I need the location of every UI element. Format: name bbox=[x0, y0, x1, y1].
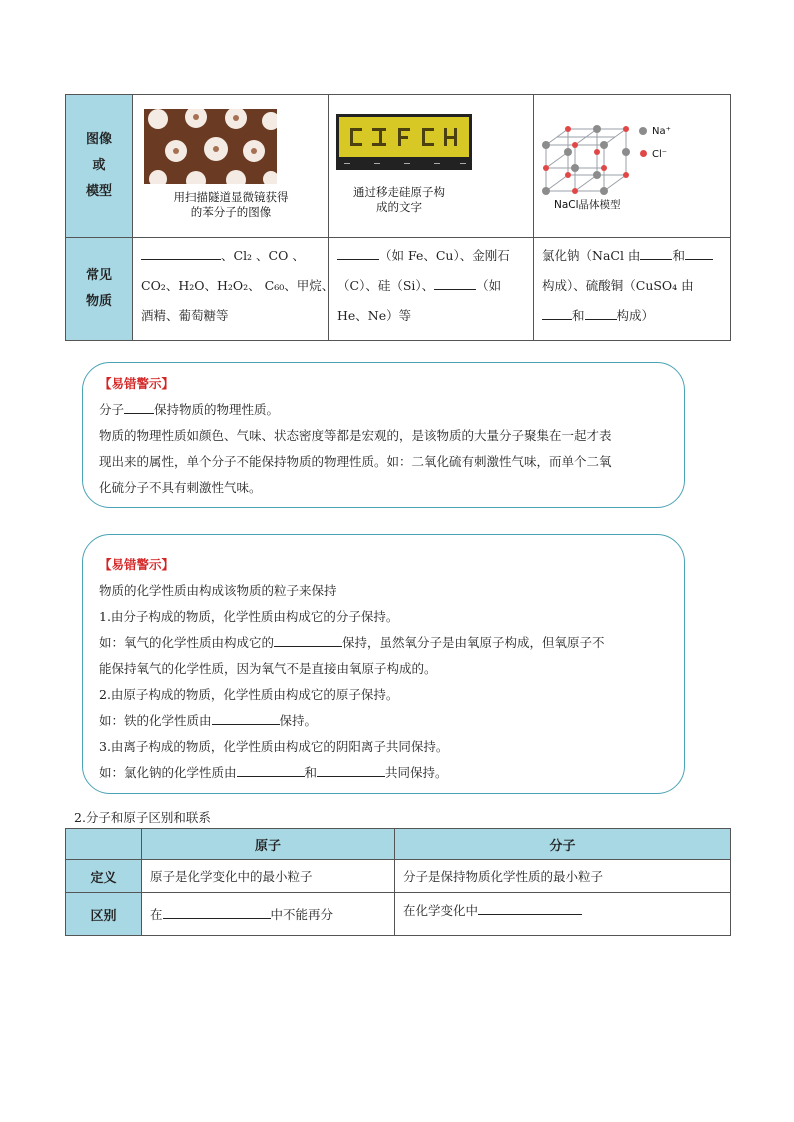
answer-blank[interactable] bbox=[237, 763, 305, 777]
benzene-image-cell bbox=[133, 95, 329, 238]
answer-blank[interactable] bbox=[434, 276, 476, 290]
warning-line: 如：氯化钠的化学性质由 和 共同保持。 bbox=[99, 765, 448, 780]
molecule-definition: 分子是保持物质化学性质的最小粒子 bbox=[395, 860, 731, 893]
header-text: 模型 bbox=[85, 184, 112, 199]
na-legend-label: Na⁺ bbox=[652, 126, 671, 137]
silicon-caption: 通过移走硅原子构 成的文字 bbox=[353, 185, 445, 214]
header-text: 物质 bbox=[85, 294, 112, 309]
answer-blank[interactable] bbox=[274, 633, 342, 647]
atom-substances: （如 Fe、Cu）、金刚石 （C）、硅（Si）、 （如 He、Ne）等 bbox=[329, 238, 534, 341]
header-text: 常见 bbox=[85, 268, 112, 283]
nacl-crystal-model bbox=[542, 123, 630, 195]
answer-blank[interactable] bbox=[685, 246, 713, 260]
answer-blank[interactable] bbox=[212, 711, 280, 725]
warning-line: 化硫分子不具有刺激性气味。 bbox=[99, 480, 262, 495]
answer-blank[interactable] bbox=[163, 905, 271, 919]
warning-title: 【易错警示】 bbox=[99, 557, 175, 572]
warning-line: 如：铁的化学性质由 保持。 bbox=[99, 713, 318, 728]
header-text: 或 bbox=[92, 158, 106, 173]
nacl-image-cell bbox=[534, 95, 731, 238]
row-header-image bbox=[66, 95, 133, 238]
warning-box-physical bbox=[82, 362, 685, 508]
cl-legend-dot bbox=[640, 150, 647, 157]
benzene-stm-image bbox=[144, 109, 277, 184]
col-header-atom: 原子 bbox=[142, 829, 395, 860]
row-header-common bbox=[66, 238, 133, 341]
substance-table bbox=[65, 94, 731, 341]
molecule-difference: 在化学变化中 bbox=[395, 893, 731, 936]
silicon-atoms-image bbox=[336, 114, 472, 170]
answer-blank[interactable] bbox=[317, 763, 385, 777]
atom-definition: 原子是化学变化中的最小粒子 bbox=[142, 860, 395, 893]
answer-blank[interactable] bbox=[542, 306, 572, 320]
atom-difference: 在 中不能再分 bbox=[142, 893, 395, 936]
warning-line: 现出来的属性，单个分子不能保持物质的物理性质。如：二氧化硫有刺激性气味，而单个二氧 bbox=[99, 454, 612, 469]
molecule-substances: 、Cl₂ 、CO 、 CO₂、H₂O、H₂O₂、 C₆₀、甲烷、 酒精、葡萄糖等 bbox=[133, 238, 329, 341]
atom-molecule-table bbox=[65, 828, 731, 936]
warning-line: 物质的化学性质由构成该物质的粒子来保持 bbox=[99, 583, 337, 598]
warning-box-chemical bbox=[82, 534, 685, 794]
warning-line: 3.由离子构成的物质，化学性质由构成它的阴阳离子共同保持。 bbox=[99, 739, 449, 754]
answer-blank[interactable] bbox=[124, 400, 154, 414]
col-header-molecule: 分子 bbox=[395, 829, 731, 860]
cl-legend-label: Cl⁻ bbox=[652, 149, 668, 160]
benzene-caption: 用扫描隧道显微镜获得 的苯分子的图像 bbox=[173, 190, 289, 219]
answer-blank[interactable] bbox=[337, 246, 379, 260]
header-text: 图像 bbox=[85, 132, 112, 147]
answer-blank[interactable] bbox=[141, 246, 221, 260]
warning-line: 如：氧气的化学性质由构成它的 保持，虽然氧分子是由氧原子构成，但氧原子不 bbox=[99, 635, 605, 650]
nacl-caption: NaCl晶体模型 bbox=[554, 199, 621, 211]
silicon-image-cell bbox=[329, 95, 534, 238]
ion-substances: 氯化钠（NaCl 由 和 构成）、硫酸铜（CuSO₄ 由 和 构成） bbox=[534, 238, 731, 341]
section-heading: 2.分子和原子区别和联系 bbox=[74, 810, 211, 825]
warning-line: 分子 保持物质的物理性质。 bbox=[99, 402, 280, 417]
corner-cell bbox=[66, 829, 142, 860]
answer-blank[interactable] bbox=[585, 306, 617, 320]
row-header-difference: 区别 bbox=[66, 893, 142, 936]
warning-title: 【易错警示】 bbox=[99, 376, 175, 391]
warning-line: 2.由原子构成的物质，化学性质由构成它的原子保持。 bbox=[99, 687, 399, 702]
answer-blank[interactable] bbox=[640, 246, 672, 260]
warning-line: 能保持氧气的化学性质，因为氧气不是直接由氧原子构成的。 bbox=[99, 661, 437, 676]
warning-line: 物质的物理性质如颜色、气味、状态密度等都是宏观的，是该物质的大量分子聚集在一起才表 bbox=[99, 428, 612, 443]
row-header-definition: 定义 bbox=[66, 860, 142, 893]
na-legend-dot bbox=[639, 127, 647, 135]
answer-blank[interactable] bbox=[478, 901, 582, 915]
warning-line: 1.由分子构成的物质，化学性质由构成它的分子保持。 bbox=[99, 609, 399, 624]
